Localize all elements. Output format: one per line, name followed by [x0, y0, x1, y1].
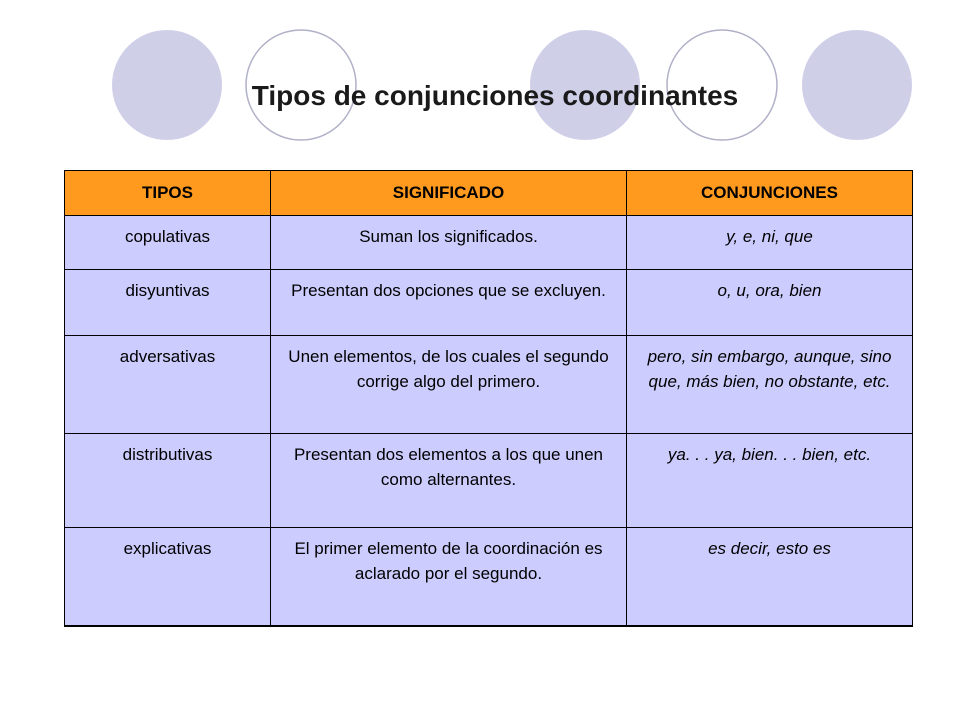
cell-conjunciones: o, u, ora, bien — [627, 270, 913, 336]
page-title: Tipos de conjunciones coordinantes — [251, 80, 739, 111]
cell-significado: Suman los significados. — [271, 216, 627, 270]
conjunctions-table — [64, 170, 913, 627]
cell-tipo: distributivas — [65, 434, 271, 528]
table-row — [65, 336, 913, 434]
cell-conjunciones: pero, sin embargo, aunque, sino que, más bien, no obstante, etc. — [627, 336, 913, 434]
cell-significado: Presentan dos elementos a los que unen como alternantes. — [271, 434, 627, 528]
table-row — [65, 434, 913, 528]
cell-conjunciones: y, e, ni, que — [627, 216, 913, 270]
cell-significado: Unen elementos, de los cuales el segundo corrige algo del primero. — [271, 336, 627, 434]
table-row — [65, 216, 913, 270]
table-row — [65, 528, 913, 626]
table-row — [65, 270, 913, 336]
cell-tipo: copulativas — [65, 216, 271, 270]
header-conjunciones: CONJUNCIONES — [627, 171, 913, 216]
cell-tipo: explicativas — [65, 528, 271, 626]
header-significado: SIGNIFICADO — [271, 171, 627, 216]
cell-conjunciones: es decir, esto es — [627, 528, 913, 626]
cell-significado: Presentan dos opciones que se excluyen. — [271, 270, 627, 336]
cell-tipo: disyuntivas — [65, 270, 271, 336]
cell-tipo: adversativas — [65, 336, 271, 434]
table-header-row — [65, 171, 913, 216]
cell-significado: El primer elemento de la coordinación es aclarado por el segundo. — [271, 528, 627, 626]
header-tipos: TIPOS — [65, 171, 271, 216]
cell-conjunciones: ya. . . ya, bien. . . bien, etc. — [627, 434, 913, 528]
